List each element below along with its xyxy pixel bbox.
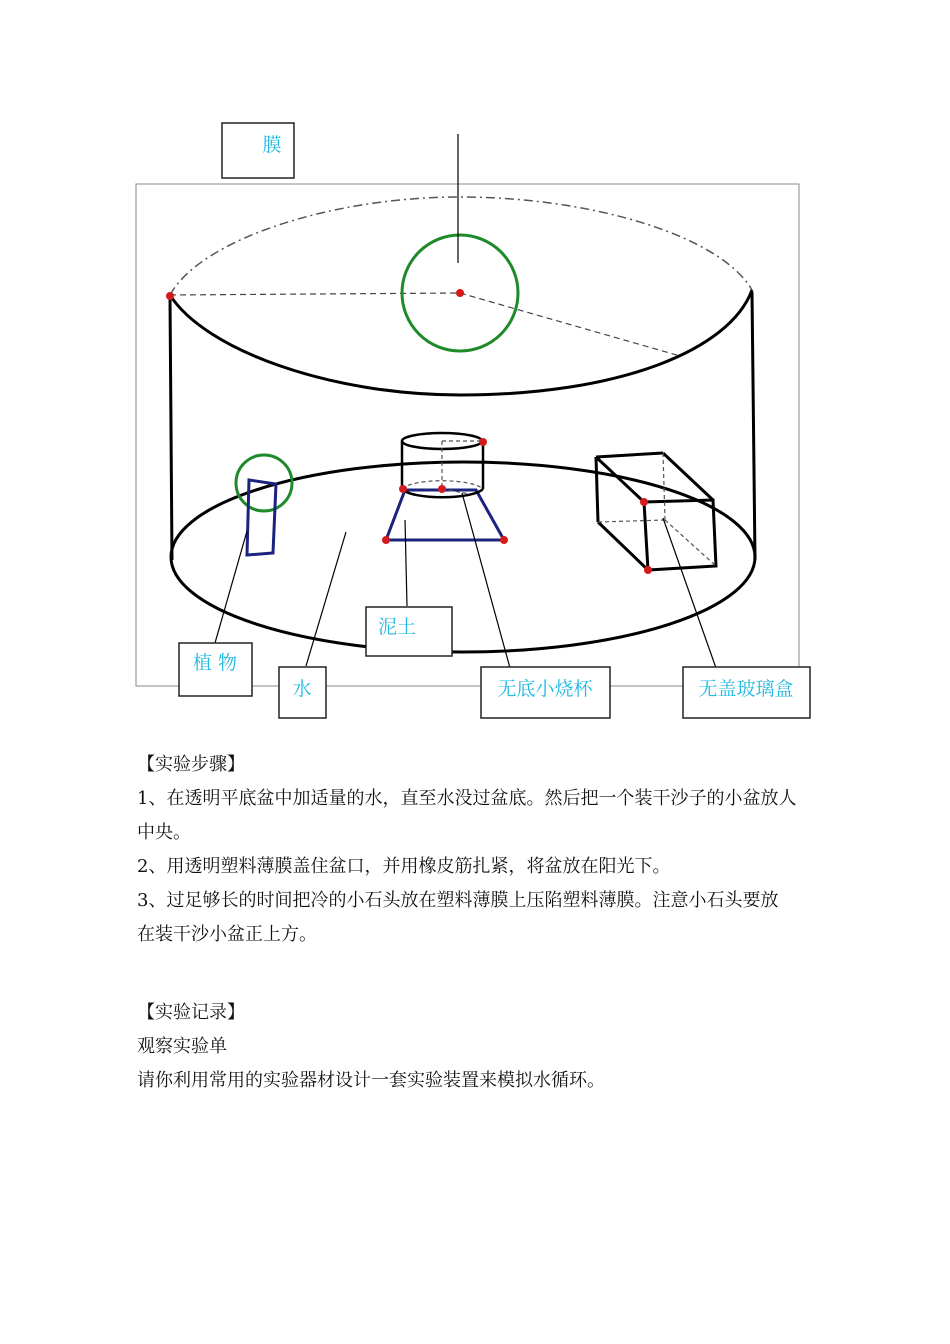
record-subtitle: 观察实验单 bbox=[137, 1036, 227, 1057]
point-cup-bottom bbox=[438, 485, 446, 493]
membrane-label: 膜 bbox=[262, 134, 282, 156]
steps-section bbox=[137, 748, 827, 952]
plant-label: 植 物 bbox=[192, 652, 238, 674]
step-3-line-2: 在装干沙小盆正上方。 bbox=[137, 924, 317, 945]
point-cup-right bbox=[479, 438, 487, 446]
box-front bbox=[644, 500, 716, 570]
basin-top-front bbox=[170, 290, 752, 395]
basin-left-wall bbox=[170, 297, 172, 560]
basin-top-back bbox=[170, 197, 752, 295]
step-1-line-2: 中央。 bbox=[137, 822, 191, 843]
step-2: 2、用透明塑料薄膜盖住盆口，并用橡皮筋扎紧，将盆放在阳光下。 bbox=[137, 856, 671, 877]
step-1-line-1: 1、在透明平底盆中加适量的水，直至水没过盆底。然后把一个装干沙子的小盆放人 bbox=[137, 788, 797, 809]
top-radius-left bbox=[170, 293, 460, 295]
box-hidden-3 bbox=[665, 520, 716, 566]
record-section bbox=[137, 996, 827, 1098]
record-task: 请你利用常用的实验器材设计一套实验装置来模拟水循环。 bbox=[137, 1070, 605, 1091]
steps-heading: 【实验步骤】 bbox=[137, 754, 245, 775]
membrane-label-box bbox=[222, 123, 294, 178]
point-top-left bbox=[166, 292, 174, 300]
point-soil-right bbox=[500, 536, 508, 544]
top-radius-right bbox=[460, 293, 680, 356]
point-top-center bbox=[456, 289, 464, 297]
point-box-bottom bbox=[644, 566, 652, 574]
box-edge-2 bbox=[663, 453, 713, 500]
point-soil-left bbox=[382, 536, 390, 544]
box-edge-5 bbox=[598, 522, 648, 570]
soil-label: 泥土 bbox=[377, 616, 417, 638]
water-label: 水 bbox=[292, 678, 312, 700]
point-cup-left bbox=[399, 485, 407, 493]
soil-pointer bbox=[405, 520, 407, 606]
plant-pointer bbox=[215, 531, 247, 643]
step-3-line-1: 3、过足够长的时间把冷的小石头放在塑料薄膜上压陷塑料薄膜。注意小石头要放 bbox=[137, 890, 779, 911]
point-box-front bbox=[640, 498, 648, 506]
basin-right-wall bbox=[752, 292, 755, 560]
cup-pointer bbox=[462, 493, 510, 668]
water-pointer bbox=[306, 532, 346, 666]
box-pointer bbox=[663, 518, 716, 668]
cup-label: 无底小烧杯 bbox=[497, 678, 593, 700]
box-edge-4 bbox=[596, 457, 598, 522]
record-heading: 【实验记录】 bbox=[137, 1002, 245, 1023]
box-edge-3 bbox=[596, 453, 663, 457]
box-label: 无盖玻璃盒 bbox=[698, 678, 794, 700]
box-hidden-2 bbox=[598, 520, 665, 522]
